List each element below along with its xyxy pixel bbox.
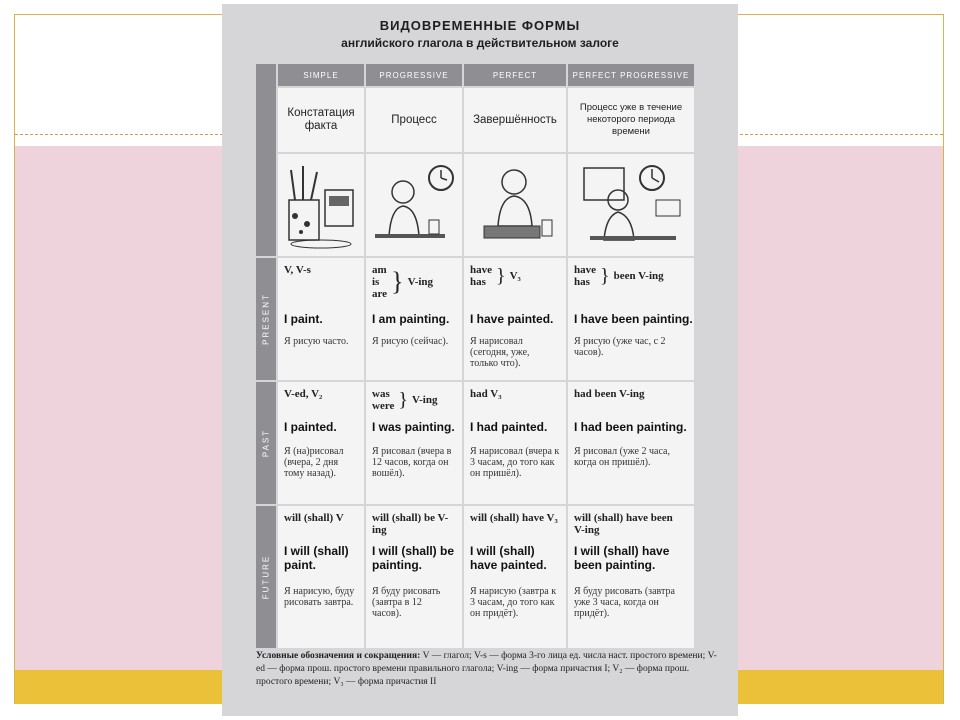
cell-present-perfect-progressive (568, 258, 694, 380)
grammar-sheet (222, 4, 738, 716)
legend-footnote (256, 650, 718, 689)
cell-future-perfect (464, 506, 566, 648)
example-sentence: I am painting. (372, 312, 450, 326)
header-perfect: PERFECT (464, 64, 566, 86)
formula: have has } V₃ (470, 264, 521, 288)
formula: V, V-s (284, 264, 311, 276)
side-label-present: PRESENT (256, 258, 276, 380)
legend-label: Условные обозначения и сокращения: (256, 651, 421, 661)
cell-past-perfect (464, 382, 566, 504)
side-label-past: PAST (256, 382, 276, 504)
cell-past-perfect-progressive (568, 382, 694, 504)
translation: Я (на)рисовал (вчера, 2 дня тому назад). (284, 446, 344, 479)
concept-simple: Констатация факта (278, 88, 364, 152)
formula: have has } been V-ing (574, 264, 664, 288)
example-sentence: I have been painting. (574, 312, 693, 326)
boy-painting-long-time-icon (568, 154, 694, 256)
example-sentence: I will (shall) be painting. (372, 544, 455, 572)
sheet-title: ВИДОВРЕМЕННЫЕ ФОРМЫ (379, 18, 581, 33)
translation: Я буду рисовать (завтра в 12 часов). (372, 586, 441, 619)
formula: had V₃ (470, 388, 502, 400)
side-top-bar (256, 64, 276, 256)
cell-future-progressive (366, 506, 462, 648)
translation: Я нарисую, буду рисовать завтра. (284, 586, 355, 608)
sheet-subtitle: английского глагола в действительном залоге (341, 36, 619, 50)
translation: Я рисую (сейчас). (372, 336, 449, 347)
header-progressive: PROGRESSIVE (366, 64, 462, 86)
example-sentence: I was painting. (372, 420, 455, 434)
translation: Я нарисовал (сегодня, уже, только что). (470, 336, 530, 369)
boy-finished-painting-icon (464, 154, 566, 256)
concept-perfect-progressive: Процесс уже в течение некоторого периода времени (568, 88, 694, 152)
example-sentence: I painted. (284, 420, 337, 434)
formula: will (shall) have been V-ing (574, 512, 673, 536)
formula: will (shall) have V₃ (470, 512, 558, 524)
example-sentence: I had painted. (470, 420, 548, 434)
formula: V-ed, V₂ (284, 388, 323, 400)
cell-present-perfect (464, 258, 566, 380)
example-sentence: I will (shall) have painted. (470, 544, 547, 572)
example-sentence: I have painted. (470, 312, 554, 326)
side-label-future: FUTURE (256, 506, 276, 648)
header-perfect-progressive: PERFECT PROGRESSIVE (568, 64, 694, 86)
translation: Я нарисую (завтра к 3 часам, до того как он придёт). (470, 586, 557, 619)
translation: Я буду рисовать (завтра уже 3 часа, когда он придёт). (574, 586, 675, 619)
cell-future-perfect-progressive (568, 506, 694, 648)
translation: Я рисовал (уже 2 часа, когда он пришёл). (574, 446, 670, 468)
formula: was were } V-ing (372, 388, 438, 412)
example-sentence: I had been painting. (574, 420, 687, 434)
translation: Я нарисовал (вчера к 3 часам, до того как он пришёл). (470, 446, 560, 479)
concept-progressive: Процесс (366, 88, 462, 152)
translation: Я рисовал (вчера в 12 часов, когда он вошёл). (372, 446, 452, 479)
formula: will (shall) V (284, 512, 344, 524)
translation: Я рисую (уже час, с 2 часов). (574, 336, 666, 358)
example-sentence: I will (shall) paint. (284, 544, 349, 572)
tense-table (256, 58, 716, 648)
cell-past-progressive (366, 382, 462, 504)
example-sentence: I paint. (284, 312, 323, 326)
legend-text: V — глагол; V-s — форма 3-го лица ед. числа наст. простого времени; V-ed — форма прош. простого времени правильного глагола; V-ing — форма причастия I; V₂ — форма прош. простого времени; V₃ — форма причастия II (256, 651, 717, 687)
translation: Я рисую часто. (284, 336, 349, 347)
cell-future-simple (278, 506, 364, 648)
cell-present-progressive (366, 258, 462, 380)
formula: will (shall) be V-ing (372, 512, 449, 536)
boy-painting-clock-icon (366, 154, 462, 256)
cell-past-simple (278, 382, 364, 504)
concept-perfect: Завершённость (464, 88, 566, 152)
formula: am is are } V-ing (372, 264, 434, 300)
paints-cup-icon (278, 154, 364, 256)
example-sentence: I will (shall) have been painting. (574, 544, 670, 572)
cell-present-simple (278, 258, 364, 380)
formula: had been V-ing (574, 388, 645, 400)
header-simple: SIMPLE (278, 64, 364, 86)
